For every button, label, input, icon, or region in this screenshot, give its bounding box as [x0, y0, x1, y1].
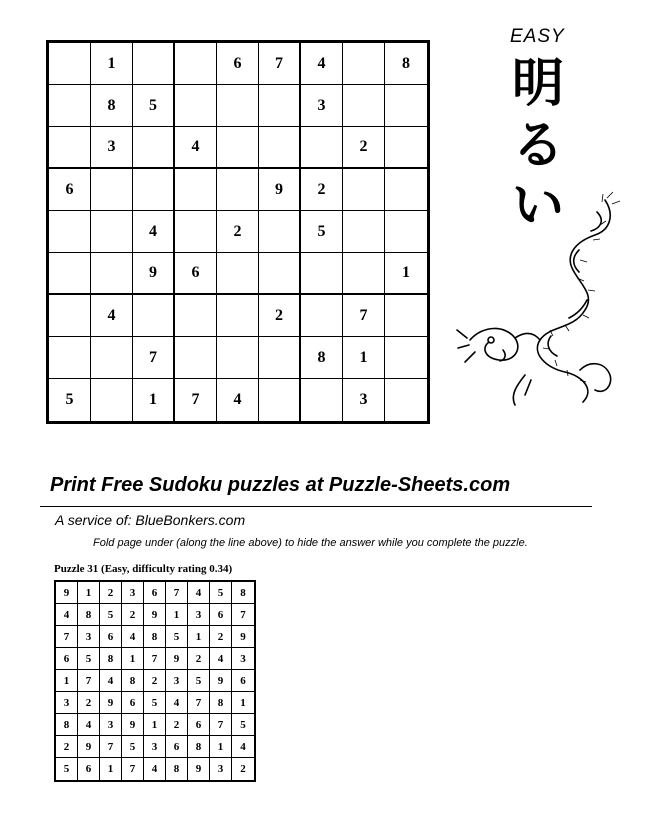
solution-cell: 2	[166, 714, 188, 736]
solution-cell: 7	[78, 670, 100, 692]
solution-cell: 1	[56, 670, 78, 692]
solution-cell: 9	[144, 604, 166, 626]
puzzle-cell	[133, 295, 175, 337]
solution-cell: 9	[232, 626, 254, 648]
sudoku-solution-grid	[54, 580, 256, 782]
puzzle-cell	[343, 43, 385, 85]
puzzle-cell	[217, 169, 259, 211]
puzzle-cell: 1	[385, 253, 427, 295]
puzzle-cell: 3	[343, 379, 385, 421]
solution-cell: 1	[122, 648, 144, 670]
puzzle-cell: 8	[301, 337, 343, 379]
solution-cell: 4	[166, 692, 188, 714]
solution-cell: 9	[210, 670, 232, 692]
solution-cell: 7	[56, 626, 78, 648]
puzzle-cell	[385, 169, 427, 211]
solution-cell: 3	[122, 582, 144, 604]
puzzle-cell	[49, 253, 91, 295]
solution-cell: 3	[144, 736, 166, 758]
solution-cell: 4	[232, 736, 254, 758]
puzzle-cell	[175, 43, 217, 85]
solution-cell: 5	[166, 626, 188, 648]
solution-cell: 4	[144, 758, 166, 780]
puzzle-cell: 5	[133, 85, 175, 127]
solution-cell: 1	[210, 736, 232, 758]
puzzle-cell: 4	[217, 379, 259, 421]
solution-cell: 3	[78, 626, 100, 648]
puzzle-cell	[217, 337, 259, 379]
puzzle-cell: 2	[301, 169, 343, 211]
solution-cell: 2	[122, 604, 144, 626]
puzzle-cell: 4	[301, 43, 343, 85]
puzzle-cell: 7	[133, 337, 175, 379]
sudoku-puzzle-grid	[46, 40, 430, 424]
puzzle-cell	[301, 379, 343, 421]
puzzle-cell	[49, 43, 91, 85]
puzzle-cell: 7	[343, 295, 385, 337]
solution-cell: 4	[122, 626, 144, 648]
solution-cell: 1	[232, 692, 254, 714]
solution-cell: 9	[188, 758, 210, 780]
dragon-illustration	[455, 190, 625, 415]
puzzle-cell: 1	[343, 337, 385, 379]
puzzle-cell	[217, 253, 259, 295]
puzzle-cell	[175, 337, 217, 379]
solution-caption: Puzzle 31 (Easy, difficulty rating 0.34)	[54, 563, 233, 575]
solution-cell: 7	[232, 604, 254, 626]
solution-cell: 3	[188, 604, 210, 626]
puzzle-cell	[49, 337, 91, 379]
puzzle-cell: 4	[175, 127, 217, 169]
solution-cell: 8	[188, 736, 210, 758]
solution-cell: 9	[100, 692, 122, 714]
puzzle-cell	[343, 85, 385, 127]
puzzle-cell	[385, 85, 427, 127]
solution-cell: 1	[166, 604, 188, 626]
solution-cell: 9	[122, 714, 144, 736]
difficulty-label: EASY	[510, 26, 565, 47]
puzzle-cell: 1	[91, 43, 133, 85]
solution-cell: 9	[56, 582, 78, 604]
solution-cell: 8	[56, 714, 78, 736]
solution-cell: 3	[100, 714, 122, 736]
puzzle-cell: 4	[91, 295, 133, 337]
puzzle-cell	[343, 169, 385, 211]
solution-cell: 8	[100, 648, 122, 670]
solution-cell: 5	[122, 736, 144, 758]
solution-cell: 7	[210, 714, 232, 736]
puzzle-cell	[259, 211, 301, 253]
puzzle-cell	[49, 85, 91, 127]
puzzle-cell	[49, 211, 91, 253]
puzzle-cell: 6	[217, 43, 259, 85]
solution-cell: 6	[210, 604, 232, 626]
solution-cell: 2	[78, 692, 100, 714]
solution-cell: 6	[144, 582, 166, 604]
solution-cell: 4	[78, 714, 100, 736]
solution-cell: 8	[78, 604, 100, 626]
puzzle-cell: 8	[91, 85, 133, 127]
solution-cell: 3	[56, 692, 78, 714]
puzzle-cell	[343, 253, 385, 295]
solution-cell: 2	[240, 763, 246, 775]
fold-instructions: Fold page under (along the line above) to hide the answer while you complete the puzzle.	[93, 537, 528, 549]
puzzle-cell	[49, 127, 91, 169]
solution-cell: 7	[166, 582, 188, 604]
puzzle-cell	[259, 253, 301, 295]
puzzle-cell	[301, 295, 343, 337]
solution-cell: 4	[188, 582, 210, 604]
solution-cell: 5	[78, 648, 100, 670]
solution-cell: 3	[232, 648, 254, 670]
puzzle-cell: 8	[385, 43, 427, 85]
puzzle-cell	[301, 127, 343, 169]
solution-cell: 7	[144, 648, 166, 670]
puzzle-cell: 5	[49, 379, 91, 421]
site-banner: Print Free Sudoku puzzles at Puzzle-Sheets.com	[50, 474, 511, 496]
solution-cell: 9	[78, 736, 100, 758]
solution-cell: 7	[100, 736, 122, 758]
solution-cell: 7	[122, 758, 144, 780]
solution-cell: 5	[210, 582, 232, 604]
puzzle-cell: 9	[133, 253, 175, 295]
solution-cell: 6	[122, 692, 144, 714]
solution-cell: 4	[210, 648, 232, 670]
solution-cell: 1	[100, 758, 122, 780]
solution-cell: 8	[144, 626, 166, 648]
kanji-character: る	[512, 115, 565, 176]
solution-cell: 5	[188, 670, 210, 692]
puzzle-cell	[91, 253, 133, 295]
kanji-character: 明	[512, 53, 565, 114]
solution-cell: 3	[210, 758, 232, 780]
service-credit: A service of: BlueBonkers.com	[55, 512, 246, 528]
puzzle-cell	[133, 169, 175, 211]
solution-cell: 9	[166, 648, 188, 670]
solution-cell: 4	[100, 670, 122, 692]
solution-cell: 7	[188, 692, 210, 714]
puzzle-cell	[259, 337, 301, 379]
puzzle-cell: 9	[259, 169, 301, 211]
puzzle-cell: 7	[175, 379, 217, 421]
solution-cell: 1	[144, 714, 166, 736]
puzzle-cell	[133, 127, 175, 169]
puzzle-cell	[175, 85, 217, 127]
puzzle-cell: 7	[259, 43, 301, 85]
puzzle-cell: 1	[133, 379, 175, 421]
solution-cell: 6	[188, 714, 210, 736]
solution-cell: 6	[166, 736, 188, 758]
solution-cell: 6	[232, 670, 254, 692]
solution-cell: 8	[232, 582, 254, 604]
solution-cell: 5	[232, 714, 254, 736]
puzzle-cell	[91, 169, 133, 211]
solution-cell: 6	[100, 626, 122, 648]
puzzle-cell	[217, 295, 259, 337]
puzzle-cell: 5	[301, 211, 343, 253]
solution-cell: 2	[210, 626, 232, 648]
kanji-character: い	[512, 175, 565, 236]
puzzle-cell: 2	[217, 211, 259, 253]
puzzle-cell	[133, 43, 175, 85]
solution-cell: 8	[122, 670, 144, 692]
solution-cell: 5	[56, 758, 78, 780]
puzzle-cell	[385, 379, 427, 421]
solution-cell: 4	[56, 604, 78, 626]
puzzle-cell	[91, 379, 133, 421]
puzzle-cell	[259, 85, 301, 127]
puzzle-cell	[175, 295, 217, 337]
solution-cell: 2	[144, 670, 166, 692]
puzzle-cell	[217, 85, 259, 127]
puzzle-cell: 3	[91, 127, 133, 169]
puzzle-cell	[259, 127, 301, 169]
puzzle-cell	[91, 337, 133, 379]
puzzle-cell	[217, 127, 259, 169]
puzzle-cell: 2	[259, 295, 301, 337]
puzzle-cell	[385, 127, 427, 169]
solution-cell: 5	[144, 692, 166, 714]
solution-cell: 2	[188, 648, 210, 670]
solution-cell: 3	[166, 670, 188, 692]
solution-cell: 2	[100, 582, 122, 604]
puzzle-cell	[343, 211, 385, 253]
puzzle-cell: 3	[301, 85, 343, 127]
puzzle-cell	[49, 295, 91, 337]
solution-cell: 1	[78, 582, 100, 604]
puzzle-cell	[385, 211, 427, 253]
solution-cell: 5	[100, 604, 122, 626]
puzzle-cell: 4	[133, 211, 175, 253]
puzzle-cell	[385, 337, 427, 379]
puzzle-cell: 6	[175, 253, 217, 295]
puzzle-cell	[385, 295, 427, 337]
puzzle-cell: 2	[343, 127, 385, 169]
solution-cell: 6	[56, 648, 78, 670]
puzzle-cell: 6	[49, 169, 91, 211]
puzzle-cell	[301, 253, 343, 295]
solution-cell: 8	[166, 758, 188, 780]
solution-cell: 2	[56, 736, 78, 758]
fold-line	[40, 506, 592, 507]
solution-cell: 6	[78, 758, 100, 780]
puzzle-cell	[259, 379, 301, 421]
solution-cell: 1	[188, 626, 210, 648]
puzzle-cell	[175, 169, 217, 211]
puzzle-cell	[91, 211, 133, 253]
solution-cell: 8	[210, 692, 232, 714]
puzzle-cell	[175, 211, 217, 253]
